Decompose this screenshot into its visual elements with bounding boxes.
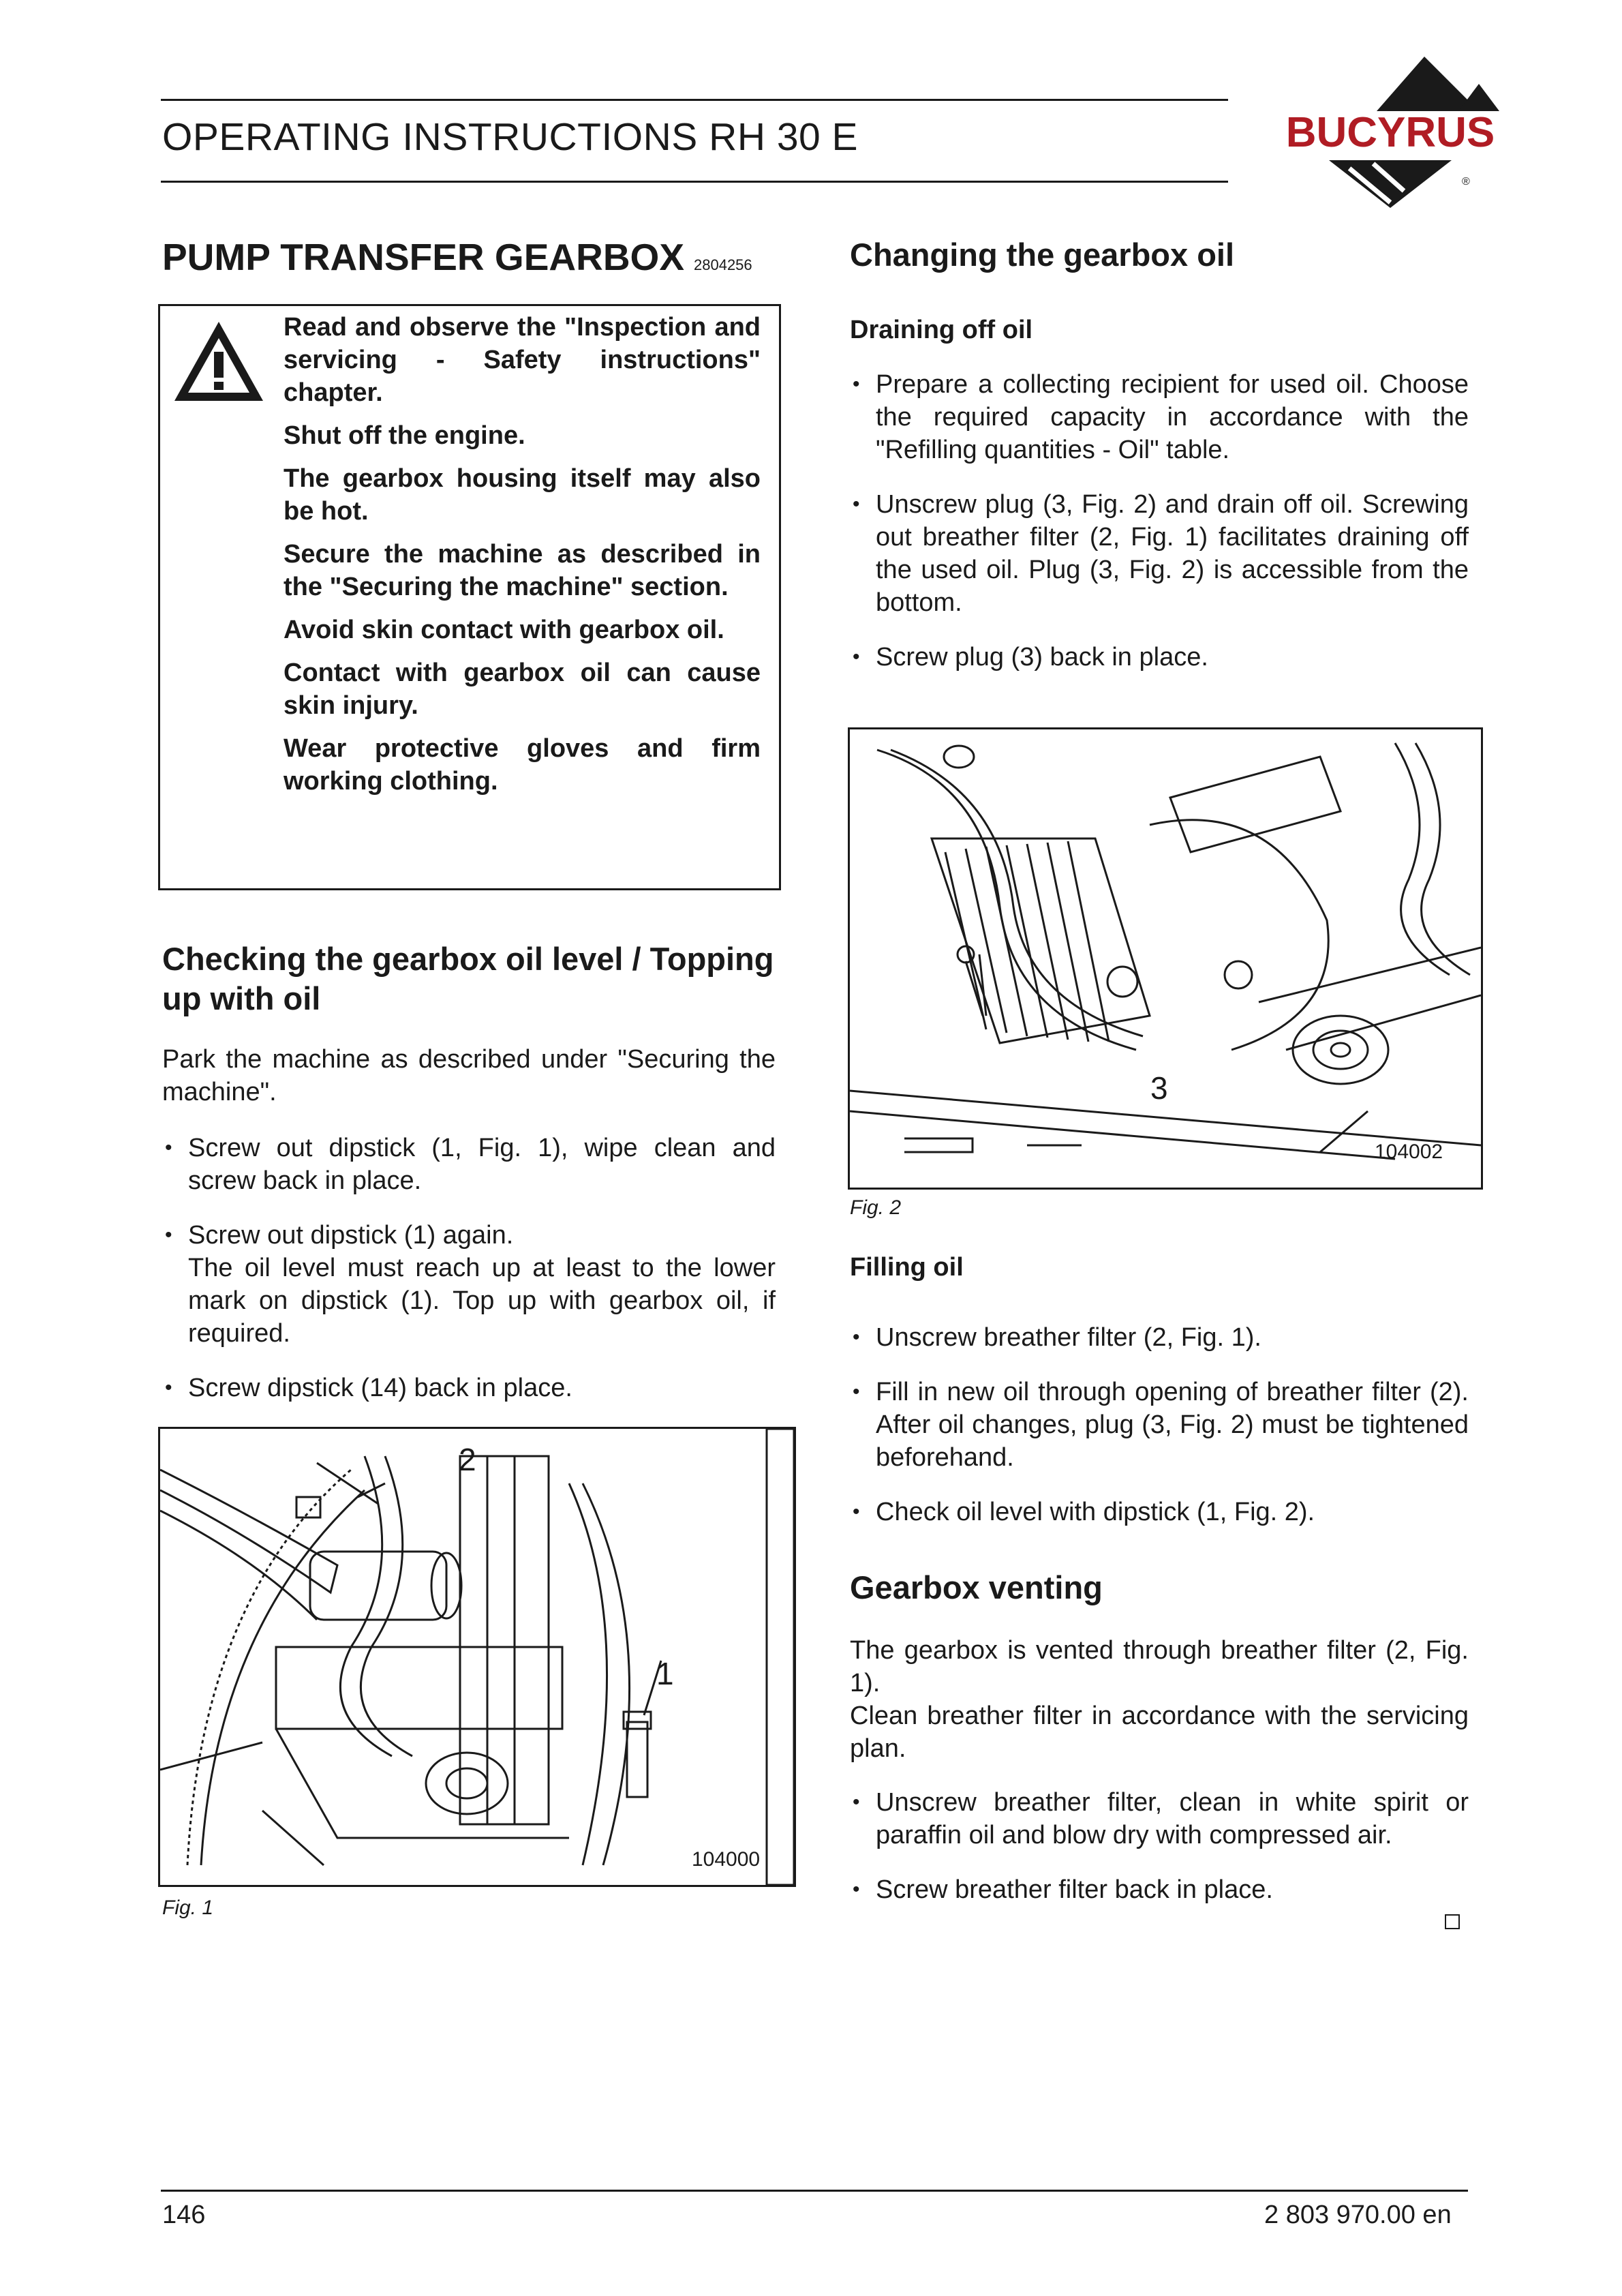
figure-2-drawing [850,729,1481,1188]
list-item: • Screw out dipstick (1) again. The oil level must reach up at least to the lower mark on dipstick (1). Top up with gearbox oil, if required. [162,1219,776,1350]
page-number: 146 [162,2201,206,2229]
list-item: • Prepare a collecting recipient for used oil. Choose the required capacity in accordance with the "Refilling quantities - Oil" table. [850,368,1469,466]
list-item: • Check oil level with dipstick (1, Fig. 2). [850,1496,1469,1528]
list-item: • Unscrew plug (3, Fig. 2) and drain off oil. Screwing out breather filter (2, Fig. 1) facilitates draining off the used oil. Plug (3, Fig. 2) is accessible from the bottom. [850,488,1469,619]
filling-title: Filling oil [850,1253,964,1282]
draining-title: Draining off oil [850,316,1033,344]
venting-paragraph-2: Clean breather filter in accordance with the servicing plan. [850,1702,1469,1763]
figure-1-callout-2: 2 [459,1442,476,1477]
header-top-rule [161,99,1228,101]
list-item: • Unscrew breather filter, clean in white spirit or paraffin oil and blow dry with compressed air. [850,1786,1469,1852]
subsection-title-checking: Checking the gearbox oil level / Topping up with oil [162,941,774,1016]
bucyrus-logo [1254,51,1527,222]
header-title: OPERATING INSTRUCTIONS RH 30 E [162,115,859,159]
end-of-section-mark [1445,1914,1460,1929]
figure-2 [848,727,1483,1190]
list-item: • Screw out dipstick (1, Fig. 1), wipe clean and screw back in place. [162,1132,776,1197]
warning-item: Contact with gearbox oil can cause skin injury. [284,659,761,720]
warning-item: Secure the machine as described in the "Securing the machine" section. [284,540,761,601]
logo-text: BUCYRUS [1285,109,1495,156]
figure-1 [158,1427,796,1887]
figure-2-caption: Fig. 2 [850,1196,902,1219]
header-bottom-rule [161,181,1228,183]
section-code: 2804256 [694,256,752,273]
figure-2-callout-3: 3 [1150,1070,1168,1106]
warning-item: Wear protective gloves and firm working clothing. [284,734,761,796]
section-title-changing-oil: Changing the gearbox oil [850,237,1235,273]
filling-bullet-list [850,1321,1469,1550]
figure-1-callout-1: 1 [656,1656,674,1691]
warning-item: Shut off the engine. [284,421,525,450]
section-title: PUMP TRANSFER GEARBOX 2804256 [162,236,752,278]
list-item: • Unscrew breather filter (2, Fig. 1). [850,1321,1469,1354]
list-item: • Screw dipstick (14) back in place. [162,1372,776,1404]
document-number: 2 803 970.00 en [1264,2201,1452,2229]
venting-paragraph-1: The gearbox is vented through breather filter (2, Fig. 1). [850,1636,1469,1697]
warning-item: Avoid skin contact with gearbox oil. [284,616,724,644]
warning-triangle-icon [172,319,266,404]
svg-text:®: ® [1462,176,1470,187]
intro-paragraph: Park the machine as described under "Securing the machine". [162,1045,776,1106]
figure-1-caption: Fig. 1 [162,1897,214,1919]
warning-list [284,311,761,808]
checking-bullet-list [162,1132,776,1426]
warning-item: Read and observe the "Inspection and servicing - Safety instructions" chapter. [284,313,761,407]
venting-bullet-list [850,1786,1469,1928]
warning-item: The gearbox housing itself may also be hot. [284,464,761,526]
draining-bullet-list [850,368,1469,695]
list-item: • Screw plug (3) back in place. [850,641,1469,674]
footer-rule [161,2190,1468,2192]
venting-title: Gearbox venting [850,1569,1103,1605]
figure-1-drawing [160,1429,794,1885]
figure-1-number: 104000 [692,1848,761,1871]
list-item: • Fill in new oil through opening of breather filter (2). After oil changes, plug (3, Fig. 2) must be tightened beforehand. [850,1376,1469,1474]
figure-2-number: 104002 [1375,1141,1443,1163]
list-item: • Screw breather filter back in place. [850,1873,1469,1906]
